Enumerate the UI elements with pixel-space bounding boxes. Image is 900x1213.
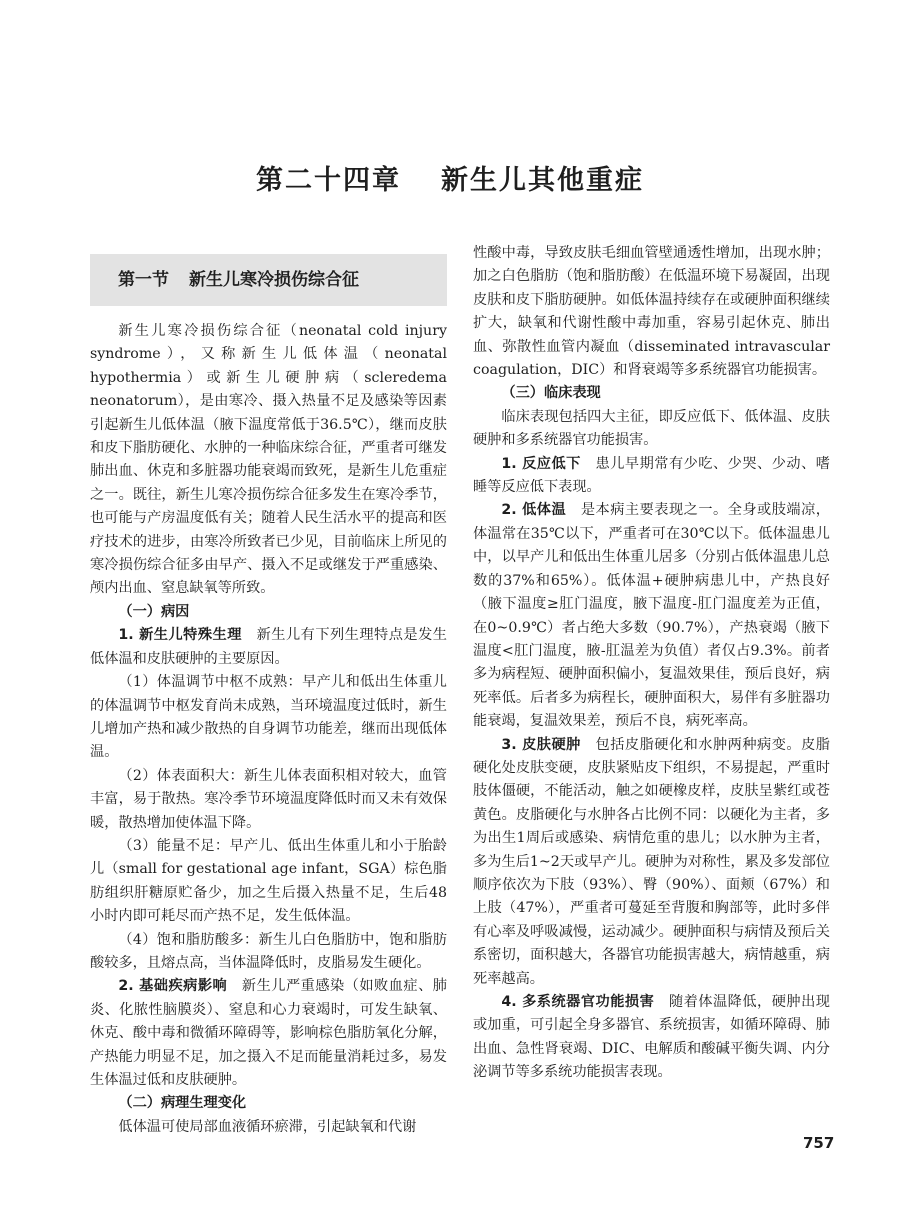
clinical-item-3 (473, 734, 830, 991)
pathophysiology-text-continued: 性酸中毒，导致皮肤毛细血管壁通透性增加，出现水肿；加之白色脂肪（饱和脂肪酸）在低温环境下易凝固，出现皮肤和皮下脂肪硬肿。如低体温持续存在或硬肿面积继续扩大，缺氧和代谢性酸中毒加重，容易引起休克、肺出血、弥散性血管内凝血（disseminated intravascular coagulation，DIC）和肾衰竭等多系统器官功能损害。 (473, 245, 830, 379)
etiology-item-1-lead: 1. 新生儿特殊生理 (118, 627, 242, 644)
intro-paragraph: 新生儿寒冷损伤综合征（neonatal cold injury syndrome），又称新生儿低体温（neonatal hypothermia）或新生儿硬肿病（scleredema neonatorum），是由寒冷、摄入热量不足及感染等因素引起新生儿低体温（腋下温度常低于36.5℃），继而皮肤和皮下脂肪硬化、水肿的一种临床综合征，严重者可继发肺出血、休克和多脏器功能衰竭而致死，是新生儿危重症之一。既往，新生儿寒冷损伤综合征多发生在寒冷季节，也可能与产房温度低有关；随着人民生活水平的提高和医疗技术的进步，由寒冷所致者已少见，目前临床上所见的寒冷损伤综合征多由早产、摄入不足或继发于严重感染、颅内出血、窒息缺氧等所致。 (90, 323, 447, 597)
clinical-item-1 (473, 453, 830, 500)
left-column (90, 242, 447, 1139)
etiology-sub-4: （4）饱和脂肪酸多：新生儿白色脂肪中，饱和脂肪酸较多，且熔点高，当体温降低时，皮脂易发生硬化。 (90, 931, 447, 971)
chapter-number: 第二十四章 (256, 165, 401, 196)
etiology-sub-1: （1）体温调节中枢不成熟：早产儿和低出生体重儿的体温调节中枢发育尚未成熟，当环境温度过低时，新生儿增加产热和减少散热的自身调节功能差，继而出现低体温。 (90, 674, 447, 761)
clinical-item-3-text: 包括皮脂硬化和水肿两种病变。皮脂硬化处皮肤变硬，皮肤紧贴皮下组织，不易提起，严重时肢体僵硬，不能活动，触之如硬橡皮样，皮肤呈紫红或苍黄色。皮脂硬化与水肿各占比例不同：以硬化为主者，多为出生1周后或感染、病情危重的患儿；以水肿为主者，多为生后1~2天或早产儿。硬肿为对称性，累及多发部位顺序依次为下肢（93%）、臀（90%）、面颊（67%）和上肢（47%），严重者可蔓延至背腹和胸部等，此时多伴有心率及呼吸减慢，运动减少。硬肿面积与病情及预后关系密切，面积越大，各器官功能损害越大，病情越重，病死率越高。 (473, 736, 830, 987)
section-title: 新生儿寒冷损伤综合征 (189, 270, 359, 290)
clinical-item-4-lead: 4. 多系统器官功能损害 (501, 994, 655, 1010)
clinical-item-3-lead: 3. 皮肤硬肿 (501, 736, 581, 753)
right-column (473, 242, 830, 1085)
chapter-title (0, 158, 900, 197)
section-heading (90, 254, 447, 306)
etiology-heading: （一）病因 (118, 603, 190, 620)
pathophysiology-heading: （二）病理生理变化 (118, 1095, 247, 1112)
etiology-item-2-text: 新生儿严重感染（如败血症、肺炎、化脓性脑膜炎）、窒息和心力衰竭时，可发生缺氧、休克、酸中毒和微循环障碍等，影响棕色脂肪氧化分解，产热能力明显不足，加之摄入不足而能量消耗过多，易发生体温过低和皮肤硬肿。 (90, 978, 447, 1088)
etiology-sub-3: （3）能量不足：早产儿、低出生体重儿和小于胎龄儿（small for gestational age infant，SGA）棕色脂肪组织肝糖原贮备少，加之生后摄入热量不足，生后48小时内即可耗尽而产热不足，发生低体温。 (90, 837, 447, 925)
etiology-item-2 (90, 975, 447, 1092)
clinical-item-1-lead: 1. 反应低下 (501, 455, 581, 472)
clinical-item-1-text: 患儿早期常有少吃、少哭、少动、嗜睡等反应低下表现。 (473, 455, 830, 496)
etiology-sub-2: （2）体表面积大：新生儿体表面积相对较大，血管丰富，易于散热。寒冷季节环境温度降低时而又未有效保暖，散热增加使体温下降。 (90, 767, 447, 831)
etiology-item-1-text: 新生儿有下列生理特点是发生低体温和皮肤硬肿的主要原因。 (90, 627, 447, 667)
section-number: 第一节 (118, 270, 169, 290)
chapter-name: 新生儿其他重症 (441, 165, 644, 196)
etiology-item-2-lead: 2. 基础疾病影响 (118, 978, 228, 995)
clinical-heading: （三）临床表现 (501, 385, 601, 402)
clinical-item-2 (473, 499, 830, 733)
pathophysiology-text-start: 低体温可使局部血液循环瘀滞，引起缺氧和代谢 (118, 1118, 417, 1135)
clinical-intro: 临床表现包括四大主征，即反应低下、低体温、皮肤硬肿和多系统器官功能损害。 (473, 408, 830, 449)
clinical-item-4-text: 随着体温降低，硬肿出现或加重，可引起全身多器官、系统损害，如循环障碍、肺出血、急性肾衰竭、DIC、电解质和酸碱平衡失调、内分泌调节等多系统功能损害表现。 (473, 994, 830, 1081)
clinical-item-2-lead: 2. 低体温 (501, 502, 567, 519)
page-number: 757 (803, 1134, 835, 1152)
etiology-item-1 (90, 624, 447, 671)
clinical-item-4 (473, 991, 830, 1085)
clinical-item-2-text: 是本病主要表现之一。全身或肢端凉，体温常在35℃以下，严重者可在30℃以下。低体温患儿中，以早产儿和低出生体重儿居多（分别占低体温患儿总数的37%和65%）。低体温+硬肿病患儿中，产热良好（腋下温度≥肛门温度，腋下温度-肛门温度差为正值，在0~0.9℃）者占绝大多数（90.7%），产热衰竭（腋下温度<肛门温度，腋-肛温差为负值）者仅占9.3%。前者多为病程短、硬肿面积偏小，复温效果佳，预后良好，病死率低。后者多为病程长，硬肿面积大，易伴有多脏器功能衰竭，复温效果差，预后不良，病死率高。 (473, 502, 830, 730)
